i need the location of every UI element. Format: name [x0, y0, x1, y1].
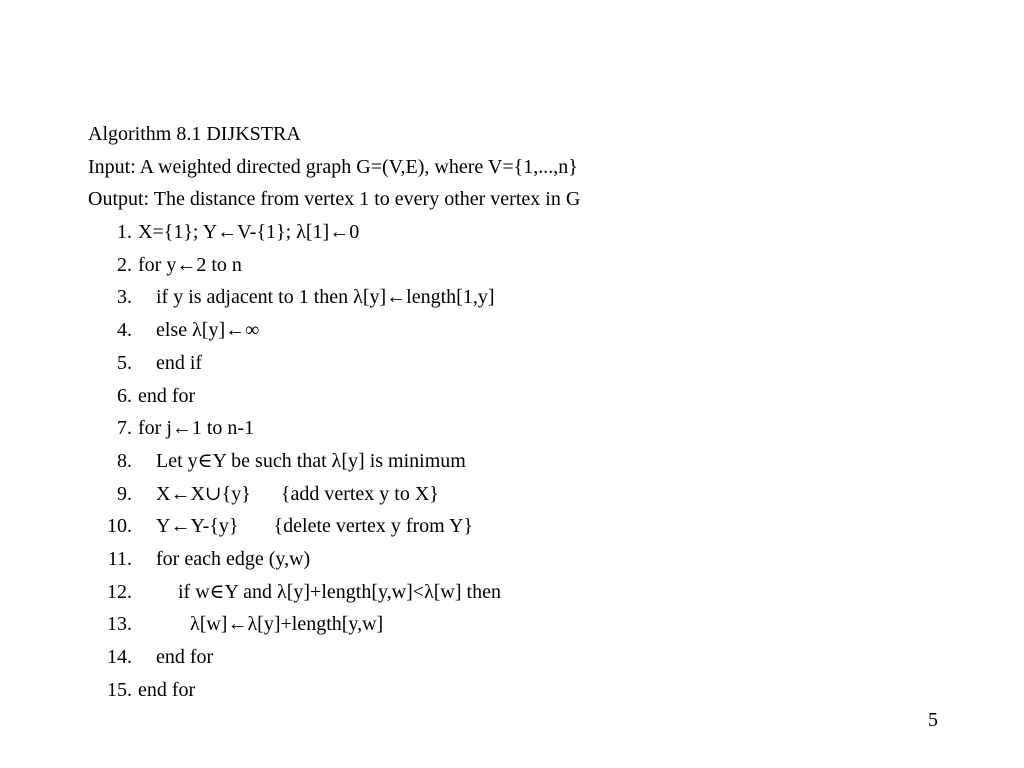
step-13 — [88, 608, 948, 641]
algorithm-input: Input: A weighted directed graph G=(V,E), where V={1,...,n} — [88, 155, 578, 178]
step-number: 7. — [117, 417, 132, 440]
step-number: 14. — [107, 646, 132, 668]
step-number: 3. — [117, 286, 132, 309]
step-text: end for — [156, 646, 214, 668]
step-text: for each edge (y,w) — [156, 547, 311, 570]
page-number: 5 — [928, 709, 938, 731]
step-number: 15. — [107, 678, 132, 701]
step-text: end if — [156, 351, 203, 374]
step-12 — [88, 576, 948, 609]
step-text: Let y∈Y be such that λ[y] is minimum — [156, 449, 466, 472]
step-7 — [88, 412, 948, 445]
algorithm-title: Algorithm 8.1 DIJKSTRA — [88, 123, 301, 145]
step-4 — [88, 314, 948, 347]
step-number: 10. — [107, 515, 132, 538]
step-8 — [88, 445, 948, 478]
step-number: 2. — [117, 253, 132, 276]
step-text: end for — [138, 678, 196, 701]
step-text: for j←1 to n-1 — [138, 417, 255, 440]
step-6 — [88, 380, 948, 413]
step-14 — [88, 641, 948, 674]
step-text: λ[w]←λ[y]+length[y,w] — [190, 613, 384, 636]
step-9 — [88, 478, 948, 511]
step-text: if y is adjacent to 1 then λ[y]←length[1,y] — [156, 286, 495, 309]
step-10 — [88, 510, 948, 543]
step-number: 4. — [117, 319, 132, 342]
step-2 — [88, 249, 948, 282]
step-text: else λ[y]←∞ — [156, 319, 260, 342]
step-number: 9. — [117, 482, 132, 505]
step-number: 1. — [117, 221, 132, 244]
algorithm-block — [88, 118, 948, 706]
step-15 — [88, 674, 948, 707]
algorithm-output: Output: The distance from vertex 1 to every other vertex in G — [88, 188, 581, 211]
step-number: 13. — [107, 613, 132, 636]
step-text: end for — [138, 384, 196, 407]
step-text: Y←Y-{y} {delete vertex y from Y} — [156, 515, 474, 538]
step-text: for y←2 to n — [138, 253, 242, 276]
step-number: 8. — [117, 449, 132, 472]
step-5 — [88, 347, 948, 380]
step-number: 6. — [117, 384, 132, 407]
step-11 — [88, 543, 948, 576]
step-1 — [88, 216, 948, 249]
step-text: X←X∪{y} {add vertex y to X} — [156, 482, 439, 505]
step-text: if w∈Y and λ[y]+length[y,w]<λ[w] then — [178, 580, 501, 603]
step-number: 12. — [107, 580, 132, 603]
step-3 — [88, 281, 948, 314]
step-number: 5. — [117, 351, 132, 374]
step-number: 11. — [107, 547, 132, 570]
step-text: X={1}; Y←V-{1}; λ[1]←0 — [138, 221, 360, 244]
